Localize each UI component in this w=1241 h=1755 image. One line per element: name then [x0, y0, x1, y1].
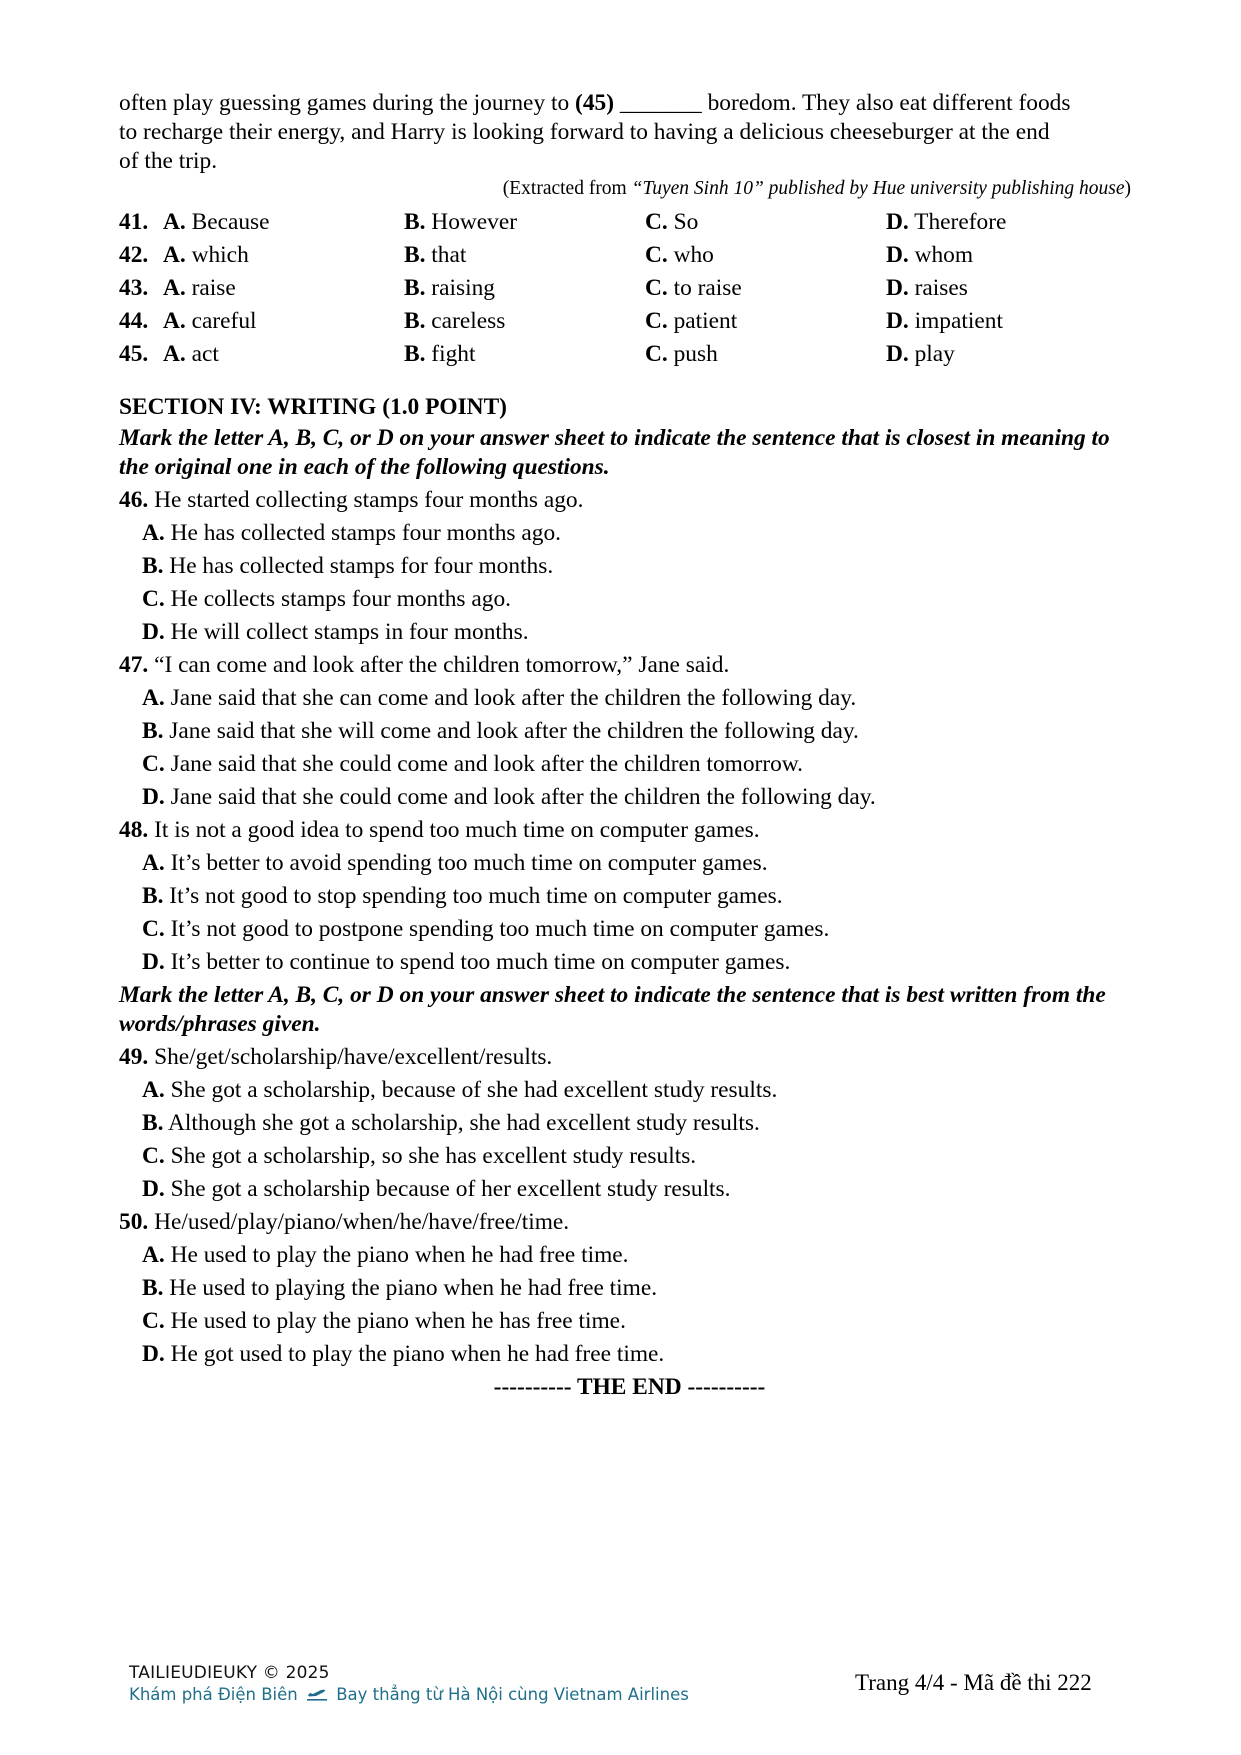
question-46 [119, 484, 1130, 649]
option-letter: A. [163, 308, 186, 334]
option-letter: C. [645, 209, 668, 235]
option-a[interactable] [119, 847, 1130, 880]
option-text: play [908, 341, 955, 367]
section-instruction: Mark the letter A, B, C, or D on your answer sheet to indicate the sentence that is closest in meaning to the original one in each of the following questions. [119, 425, 1110, 480]
option-text: which [185, 242, 249, 268]
the-end-marker: ---------- THE END ---------- [493, 1374, 766, 1400]
option-text: She got a scholarship, because of she had excellent study results. [164, 1077, 778, 1103]
section-instruction: Mark the letter A, B, C, or D on your answer sheet to indicate the sentence that is best written from the words/phrases given. [119, 982, 1106, 1037]
option-d[interactable] [119, 1173, 1130, 1206]
question-number: 50. [119, 1209, 149, 1235]
option-a[interactable] [163, 305, 257, 338]
option-letter: A. [142, 520, 165, 546]
option-text: whom [908, 242, 974, 268]
stem-text: He/used/play/piano/when/he/have/free/time. [148, 1209, 570, 1235]
option-a[interactable] [163, 272, 236, 305]
option-letter: B. [142, 718, 164, 744]
passage-line: to recharge their energy, and Harry is looking forward to having a delicious cheeseburger at the end [119, 119, 1050, 145]
option-letter: D. [886, 242, 909, 268]
cloze-questions [119, 206, 1130, 371]
option-text: He has collected stamps four months ago. [164, 520, 561, 546]
option-text: He collects stamps four months ago. [164, 586, 511, 612]
option-a[interactable] [119, 1074, 1130, 1107]
option-c[interactable] [645, 239, 714, 272]
option-letter: C. [645, 242, 668, 268]
option-c[interactable] [645, 272, 742, 305]
option-c[interactable] [119, 1140, 1130, 1173]
question-stem [119, 1206, 1130, 1239]
option-text: careless [425, 308, 506, 334]
question-41 [119, 206, 1130, 239]
option-letter: A. [142, 850, 165, 876]
option-text: Although she got a scholarship, she had excellent study results. [163, 1110, 760, 1136]
option-letter: D. [886, 308, 909, 334]
option-text: He will collect stamps in four months. [164, 619, 529, 645]
option-letter: C. [142, 916, 165, 942]
option-d[interactable] [886, 206, 1006, 239]
option-letter: B. [404, 308, 426, 334]
tagline-text: Bay thẳng từ Hà Nội cùng Vietnam Airlines [336, 1685, 689, 1704]
option-letter: C. [645, 275, 668, 301]
passage-text: boredom. They also eat different foods [707, 90, 1071, 116]
option-text: He used to play the piano when he has free time. [164, 1308, 626, 1334]
option-text: who [667, 242, 714, 268]
option-text: Therefore [908, 209, 1007, 235]
question-stem [119, 649, 1130, 682]
question-47 [119, 649, 1130, 814]
option-d[interactable] [886, 239, 973, 272]
option-letter: C. [142, 751, 165, 777]
option-b[interactable] [119, 1272, 1130, 1305]
question-number: 42. [119, 242, 149, 268]
option-c[interactable] [645, 206, 698, 239]
option-text: careful [185, 308, 257, 334]
option-a[interactable] [163, 338, 219, 371]
option-d[interactable] [886, 338, 955, 371]
option-text: fight [425, 341, 476, 367]
option-text: He used to playing the piano when he had free time. [163, 1275, 658, 1301]
reading-passage-end [119, 89, 1130, 176]
option-letter: A. [163, 242, 186, 268]
stem-text: He started collecting stamps four months ago. [148, 487, 584, 513]
option-a[interactable] [163, 239, 249, 272]
footer-brand: TAILIEUDIEUKY © 2025 [129, 1663, 330, 1683]
option-letter: B. [404, 209, 426, 235]
option-letter: C. [142, 1143, 165, 1169]
option-text: raise [185, 275, 236, 301]
question-number: 43. [119, 275, 149, 301]
option-text: Jane said that she could come and look after the children the following day. [164, 784, 876, 810]
passage-text: often play guessing games during the journey to [119, 90, 576, 116]
option-b[interactable] [119, 550, 1130, 583]
option-c[interactable] [119, 748, 1130, 781]
option-c[interactable] [645, 338, 718, 371]
option-letter: A. [163, 209, 186, 235]
option-text: He used to play the piano when he had free time. [164, 1242, 629, 1268]
option-text: act [185, 341, 219, 367]
source-citation [503, 177, 1131, 201]
option-a[interactable] [163, 206, 270, 239]
option-d[interactable] [119, 946, 1130, 979]
option-text: She got a scholarship, so she has excellent study results. [164, 1143, 697, 1169]
footer-branding [129, 1662, 689, 1706]
option-text: So [667, 209, 699, 235]
option-letter: C. [142, 1308, 165, 1334]
option-letter: D. [142, 619, 165, 645]
option-text: raises [908, 275, 968, 301]
option-letter: C. [645, 308, 668, 334]
option-letter: A. [142, 1242, 165, 1268]
option-letter: B. [142, 883, 164, 909]
question-48 [119, 814, 1130, 979]
option-letter: B. [142, 1110, 164, 1136]
option-text: She got a scholarship because of her excellent study results. [164, 1176, 731, 1202]
source-prefix: (Extracted from [502, 178, 632, 199]
option-b[interactable] [119, 880, 1130, 913]
option-letter: D. [142, 1176, 165, 1202]
source-suffix: ) [1124, 178, 1131, 199]
stem-text: “I can come and look after the children tomorrow,” Jane said. [148, 652, 730, 678]
question-stem [119, 1041, 1130, 1074]
option-letter: D. [142, 949, 165, 975]
stem-text: She/get/scholarship/have/excellent/results. [148, 1044, 553, 1070]
question-stem [119, 814, 1130, 847]
question-42 [119, 239, 1130, 272]
option-letter: B. [142, 553, 164, 579]
question-number: 47. [119, 652, 149, 678]
question-number: 48. [119, 817, 149, 843]
option-letter: C. [645, 341, 668, 367]
option-text: Jane said that she will come and look after the children the following day. [163, 718, 859, 744]
question-number: 46. [119, 487, 149, 513]
option-d[interactable] [119, 1338, 1130, 1371]
option-letter: A. [163, 275, 186, 301]
option-d[interactable] [119, 616, 1130, 649]
option-letter: A. [163, 341, 186, 367]
option-letter: A. [142, 1077, 165, 1103]
option-b[interactable] [404, 239, 466, 272]
option-text: However [425, 209, 518, 235]
question-number: 49. [119, 1044, 149, 1070]
option-text: patient [667, 308, 738, 334]
question-stem [119, 484, 1130, 517]
option-b[interactable] [404, 206, 517, 239]
question-number: 41. [119, 209, 149, 235]
question-number: 45. [119, 341, 149, 367]
option-text: impatient [908, 308, 1003, 334]
option-d[interactable] [119, 781, 1130, 814]
blank-number: (45) [575, 90, 615, 116]
option-text: It’s better to avoid spending too much time on computer games. [164, 850, 768, 876]
tagline-text: Khám phá Điện Biên [129, 1685, 298, 1704]
option-letter: D. [142, 1341, 165, 1367]
blank-line: _______ [614, 90, 708, 116]
option-b[interactable] [119, 715, 1130, 748]
option-text: Jane said that she can come and look after the children the following day. [164, 685, 857, 711]
option-text: It’s not good to postpone spending too much time on computer games. [164, 916, 830, 942]
question-44 [119, 305, 1130, 338]
option-c[interactable] [119, 1305, 1130, 1338]
option-text: He got used to play the piano when he had free time. [164, 1341, 665, 1367]
option-text: raising [425, 275, 495, 301]
question-50 [119, 1206, 1130, 1371]
stem-text: It is not a good idea to spend too much time on computer games. [148, 817, 760, 843]
option-c[interactable] [119, 583, 1130, 616]
passage-line: of the trip. [119, 148, 218, 174]
option-a[interactable] [119, 682, 1130, 715]
option-letter: B. [142, 1275, 164, 1301]
option-text: Because [185, 209, 270, 235]
writing-section [119, 391, 1130, 1404]
option-a[interactable] [119, 1239, 1130, 1272]
question-45 [119, 338, 1130, 371]
section-heading: SECTION IV: WRITING (1.0 POINT) [119, 394, 507, 420]
option-a[interactable] [119, 517, 1130, 550]
option-letter: B. [404, 275, 426, 301]
option-c[interactable] [119, 913, 1130, 946]
option-text: to raise [667, 275, 742, 301]
option-letter: D. [886, 275, 909, 301]
option-text: He has collected stamps for four months. [163, 553, 554, 579]
question-43 [119, 272, 1130, 305]
option-d[interactable] [886, 272, 968, 305]
option-b[interactable] [404, 272, 495, 305]
passage-line [119, 89, 1130, 118]
option-text: push [667, 341, 718, 367]
option-letter: D. [886, 209, 909, 235]
source-title: “Tuyen Sinh 10” published by Hue university publishing house [631, 178, 1125, 199]
page-info: Trang 4/4 - Mã đề thi 222 [855, 1670, 1092, 1695]
airplane-takeoff-icon [306, 1687, 328, 1701]
option-d[interactable] [886, 305, 1003, 338]
option-b[interactable] [119, 1107, 1130, 1140]
option-letter: A. [142, 685, 165, 711]
option-text: It’s better to continue to spend too much time on computer games. [164, 949, 791, 975]
option-b[interactable] [404, 305, 505, 338]
option-letter: B. [404, 341, 426, 367]
option-text: that [425, 242, 467, 268]
option-letter: C. [142, 586, 165, 612]
option-letter: D. [142, 784, 165, 810]
option-text: It’s not good to stop spending too much time on computer games. [163, 883, 783, 909]
question-number: 44. [119, 308, 149, 334]
option-letter: B. [404, 242, 426, 268]
option-text: Jane said that she could come and look after the children tomorrow. [164, 751, 804, 777]
footer-tagline[interactable] [129, 1684, 689, 1706]
option-c[interactable] [645, 305, 737, 338]
question-49 [119, 1041, 1130, 1206]
option-letter: D. [886, 341, 909, 367]
option-b[interactable] [404, 338, 475, 371]
